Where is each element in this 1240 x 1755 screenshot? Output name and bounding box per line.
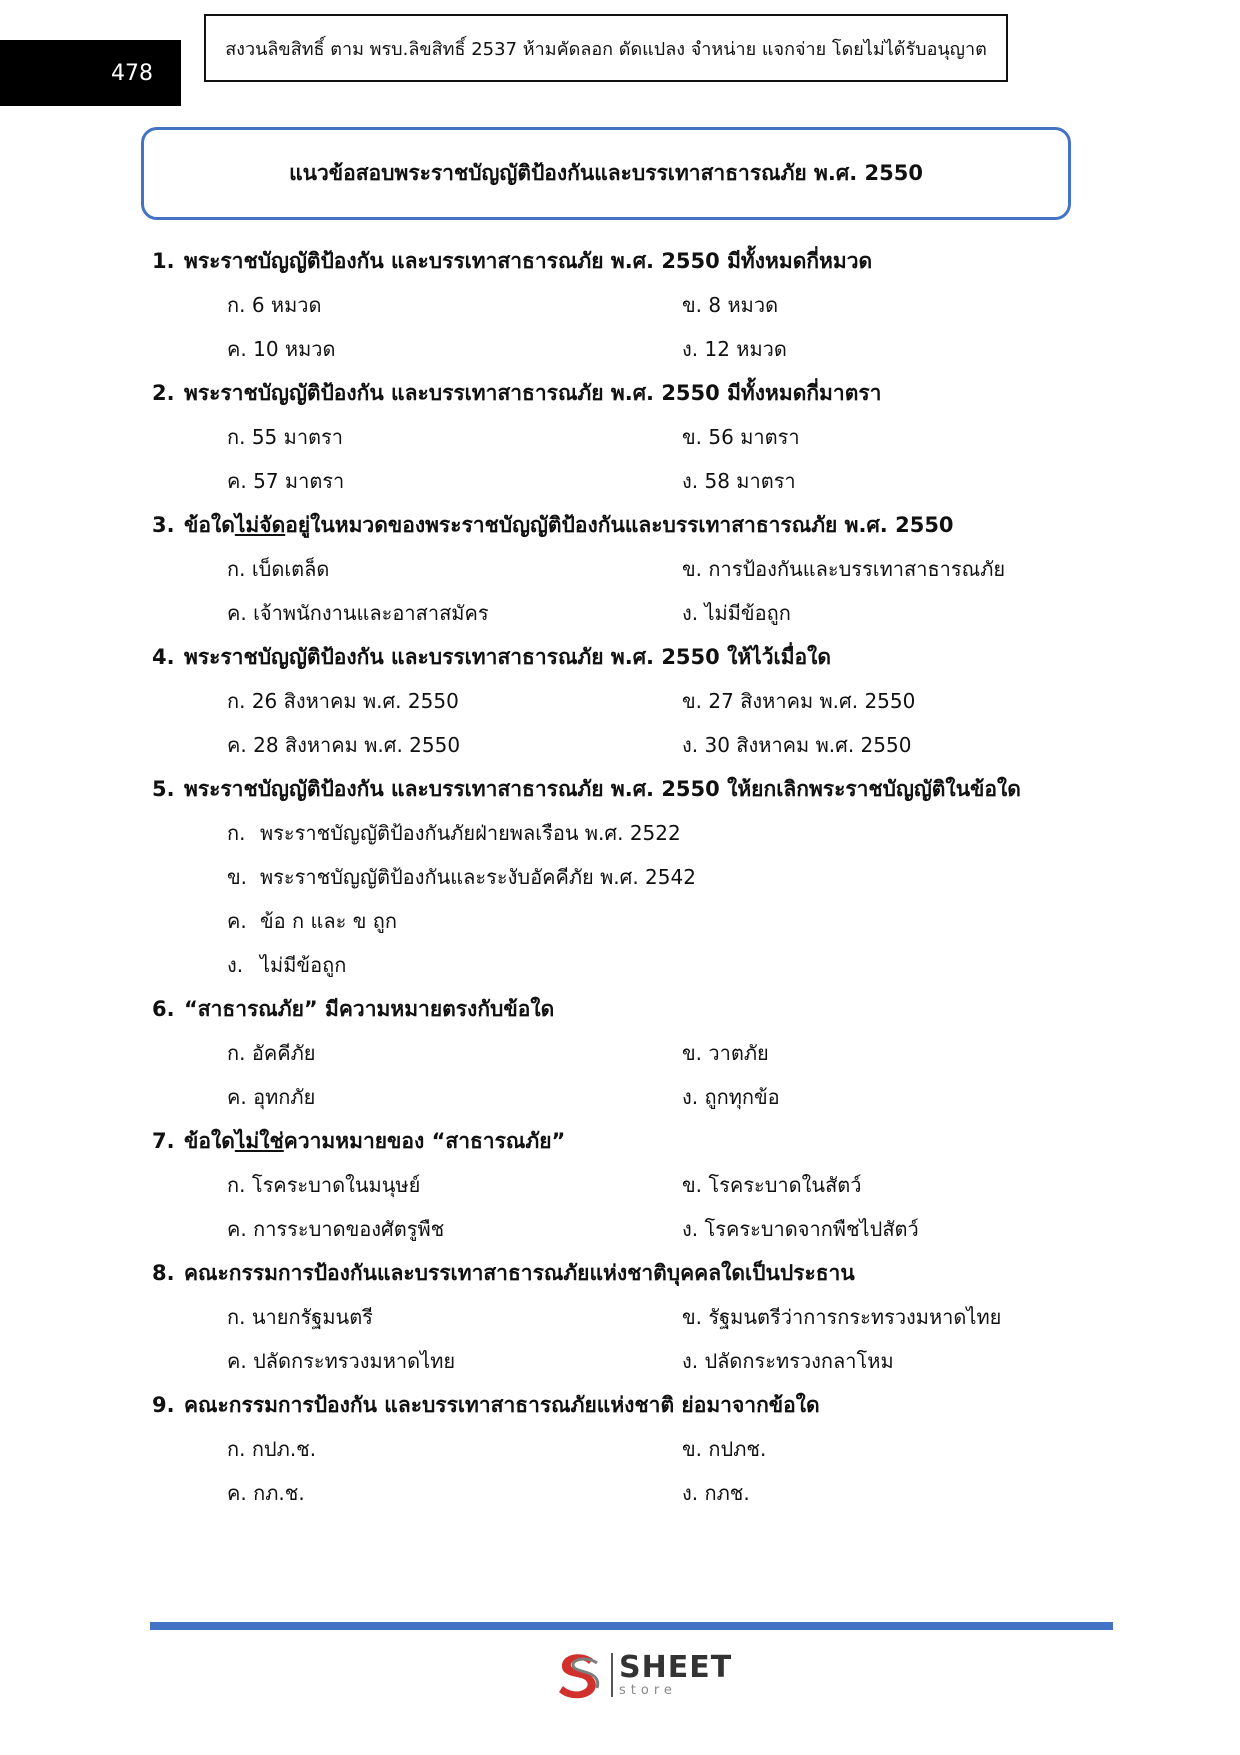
option-a[interactable]: ก. เบ็ดเตล็ด xyxy=(227,557,330,581)
option-d[interactable]: ง. ปลัดกระทรวงกลาโหม xyxy=(682,1349,894,1373)
question-text: พระราชบัญญัติป้องกัน และบรรเทาสาธารณภัย พ.ศ. 2550 มีทั้งหมดกี่มาตรา xyxy=(184,381,882,405)
question-text: พระราชบัญญัติป้องกัน และบรรเทาสาธารณภัย พ.ศ. 2550 ให้ยกเลิกพระราชบัญญัติในข้อใด xyxy=(184,777,1021,801)
option-row xyxy=(152,1339,1092,1383)
option-b[interactable]: ข. การป้องกันและบรรเทาสาธารณภัย xyxy=(682,557,1006,581)
option-a[interactable]: ก. นายกรัฐมนตรี xyxy=(227,1305,373,1329)
page-title: แนวข้อสอบพระราชบัญญัติป้องกันและบรรเทาสาธารณภัย พ.ศ. 2550 xyxy=(289,161,923,185)
option-d[interactable]: ง. โรคระบาดจากพืชไปสัตว์ xyxy=(682,1217,919,1241)
question-text-start: ข้อใด xyxy=(184,513,235,537)
option-b[interactable]: ข. กปภช. xyxy=(682,1437,767,1461)
option-c[interactable] xyxy=(227,899,1092,943)
question-number: 6. xyxy=(152,997,175,1021)
question-5 xyxy=(152,767,1092,811)
option-b[interactable]: ข. 27 สิงหาคม พ.ศ. 2550 xyxy=(682,689,916,713)
question-text: พระราชบัญญัติป้องกัน และบรรเทาสาธารณภัย พ.ศ. 2550 ให้ไว้เมื่อใด xyxy=(184,645,832,669)
logo-text xyxy=(619,1650,733,1698)
page-number: 478 xyxy=(0,40,181,106)
question-1 xyxy=(152,239,1092,283)
copyright-text: สงวนลิขสิทธิ์ ตาม พรบ.ลิขสิทธิ์ 2537 ห้ามคัดลอก ดัดแปลง จำหน่าย แจกจ่าย โดยไม่ได้รับอนุญาต xyxy=(225,38,987,60)
question-number: 5. xyxy=(152,777,175,801)
option-c[interactable]: ค. กภ.ช. xyxy=(227,1481,305,1505)
logo-separator xyxy=(611,1653,613,1697)
question-text: พระราชบัญญัติป้องกัน และบรรเทาสาธารณภัย พ.ศ. 2550 มีทั้งหมดกี่หมวด xyxy=(184,249,873,273)
option-row xyxy=(152,591,1092,635)
question-8 xyxy=(152,1251,1092,1295)
question-emphasis: ไม่ใช่ xyxy=(234,1129,284,1153)
option-a[interactable]: ก. 26 สิงหาคม พ.ศ. 2550 xyxy=(227,689,459,713)
question-number: 9. xyxy=(152,1393,175,1417)
question-4 xyxy=(152,635,1092,679)
option-b[interactable] xyxy=(227,855,1092,899)
question-text: คณะกรรมการป้องกันและบรรเทาสาธารณภัยแห่งชาติบุคคลใดเป็นประธาน xyxy=(184,1261,855,1285)
option-text: ไม่มีข้อถูก xyxy=(260,953,347,977)
option-c[interactable]: ค. ปลัดกระทรวงมหาดไทย xyxy=(227,1349,456,1373)
option-c[interactable]: ค. 57 มาตรา xyxy=(227,469,345,493)
option-row xyxy=(152,1031,1092,1075)
option-d[interactable] xyxy=(227,943,1092,987)
question-text-start: ข้อใด xyxy=(184,1129,235,1153)
sheet-store-logo-icon xyxy=(553,1649,605,1701)
option-label: ค. xyxy=(227,909,247,933)
option-b[interactable]: ข. 56 มาตรา xyxy=(682,425,800,449)
copyright-notice xyxy=(204,14,1008,82)
option-d[interactable]: ง. 12 หมวด xyxy=(682,337,787,361)
option-row xyxy=(152,1427,1092,1471)
option-row xyxy=(152,547,1092,591)
question-text: “สาธารณภัย” มีความหมายตรงกับข้อใด xyxy=(184,997,555,1021)
option-row xyxy=(152,1471,1092,1515)
option-b[interactable]: ข. รัฐมนตรีว่าการกระทรวงมหาดไทย xyxy=(682,1305,1002,1329)
title-box xyxy=(141,127,1071,220)
option-row xyxy=(152,327,1092,371)
option-d[interactable]: ง. 30 สิงหาคม พ.ศ. 2550 xyxy=(682,733,912,757)
option-c[interactable]: ค. 28 สิงหาคม พ.ศ. 2550 xyxy=(227,733,461,757)
option-a[interactable] xyxy=(227,811,1092,855)
option-row xyxy=(152,459,1092,503)
option-d[interactable]: ง. ไม่มีข้อถูก xyxy=(682,601,791,625)
logo-sub-text: store xyxy=(619,1683,677,1698)
question-text-end: อยู่ในหมวดของพระราชบัญญัติป้องกันและบรรเทาสาธารณภัย พ.ศ. 2550 xyxy=(285,513,954,537)
option-a[interactable]: ก. กปภ.ช. xyxy=(227,1437,317,1461)
option-row xyxy=(152,723,1092,767)
option-d[interactable]: ง. 58 มาตรา xyxy=(682,469,796,493)
question-number: 7. xyxy=(152,1129,175,1153)
option-row xyxy=(152,283,1092,327)
option-row xyxy=(152,1075,1092,1119)
option-c[interactable]: ค. 10 หมวด xyxy=(227,337,336,361)
option-row xyxy=(152,679,1092,723)
question-9 xyxy=(152,1383,1092,1427)
question-emphasis: ไม่จัด xyxy=(234,513,286,537)
question-number: 1. xyxy=(152,249,175,273)
question-number: 8. xyxy=(152,1261,175,1285)
option-row xyxy=(152,1207,1092,1251)
option-b[interactable]: ข. 8 หมวด xyxy=(682,293,779,317)
option-text: พระราชบัญญัติป้องกันและระงับอัคคีภัย พ.ศ. 2542 xyxy=(260,865,696,889)
question-list xyxy=(152,239,1092,1515)
question-7 xyxy=(152,1119,1092,1163)
sheet-store-logo xyxy=(553,1645,733,1705)
footer-divider xyxy=(150,1622,1113,1630)
question-6 xyxy=(152,987,1092,1031)
option-c[interactable]: ค. เจ้าพนักงานและอาสาสมัคร xyxy=(227,601,489,625)
option-text: ข้อ ก และ ข ถูก xyxy=(260,909,398,933)
option-row xyxy=(152,1163,1092,1207)
question-3 xyxy=(152,503,1092,547)
option-d[interactable]: ง. กภช. xyxy=(682,1481,750,1505)
question-2 xyxy=(152,371,1092,415)
question-number: 2. xyxy=(152,381,175,405)
option-a[interactable]: ก. อัคคีภัย xyxy=(227,1041,316,1065)
option-row xyxy=(152,415,1092,459)
option-label: ข. xyxy=(227,865,248,889)
logo-main-text: SHEET xyxy=(619,1650,733,1685)
question-text-end: ความหมายของ “สาธารณภัย” xyxy=(283,1129,566,1153)
option-b[interactable]: ข. โรคระบาดในสัตว์ xyxy=(682,1173,862,1197)
option-d[interactable]: ง. ถูกทุกข้อ xyxy=(682,1085,780,1109)
option-b[interactable]: ข. วาตภัย xyxy=(682,1041,769,1065)
question-number: 4. xyxy=(152,645,175,669)
option-a[interactable]: ก. โรคระบาดในมนุษย์ xyxy=(227,1173,421,1197)
option-c[interactable]: ค. อุทกภัย xyxy=(227,1085,316,1109)
option-a[interactable]: ก. 6 หมวด xyxy=(227,293,322,317)
question-number: 3. xyxy=(152,513,175,537)
option-c[interactable]: ค. การระบาดของศัตรูพืช xyxy=(227,1217,445,1241)
question-text: คณะกรรมการป้องกัน และบรรเทาสาธารณภัยแห่งชาติ ย่อมาจากข้อใด xyxy=(184,1393,820,1417)
option-text: พระราชบัญญัติป้องกันภัยฝ่ายพลเรือน พ.ศ. 2522 xyxy=(260,821,681,845)
option-label: ก. xyxy=(227,821,246,845)
option-label: ง. xyxy=(227,953,244,977)
option-a[interactable]: ก. 55 มาตรา xyxy=(227,425,344,449)
option-row xyxy=(152,1295,1092,1339)
